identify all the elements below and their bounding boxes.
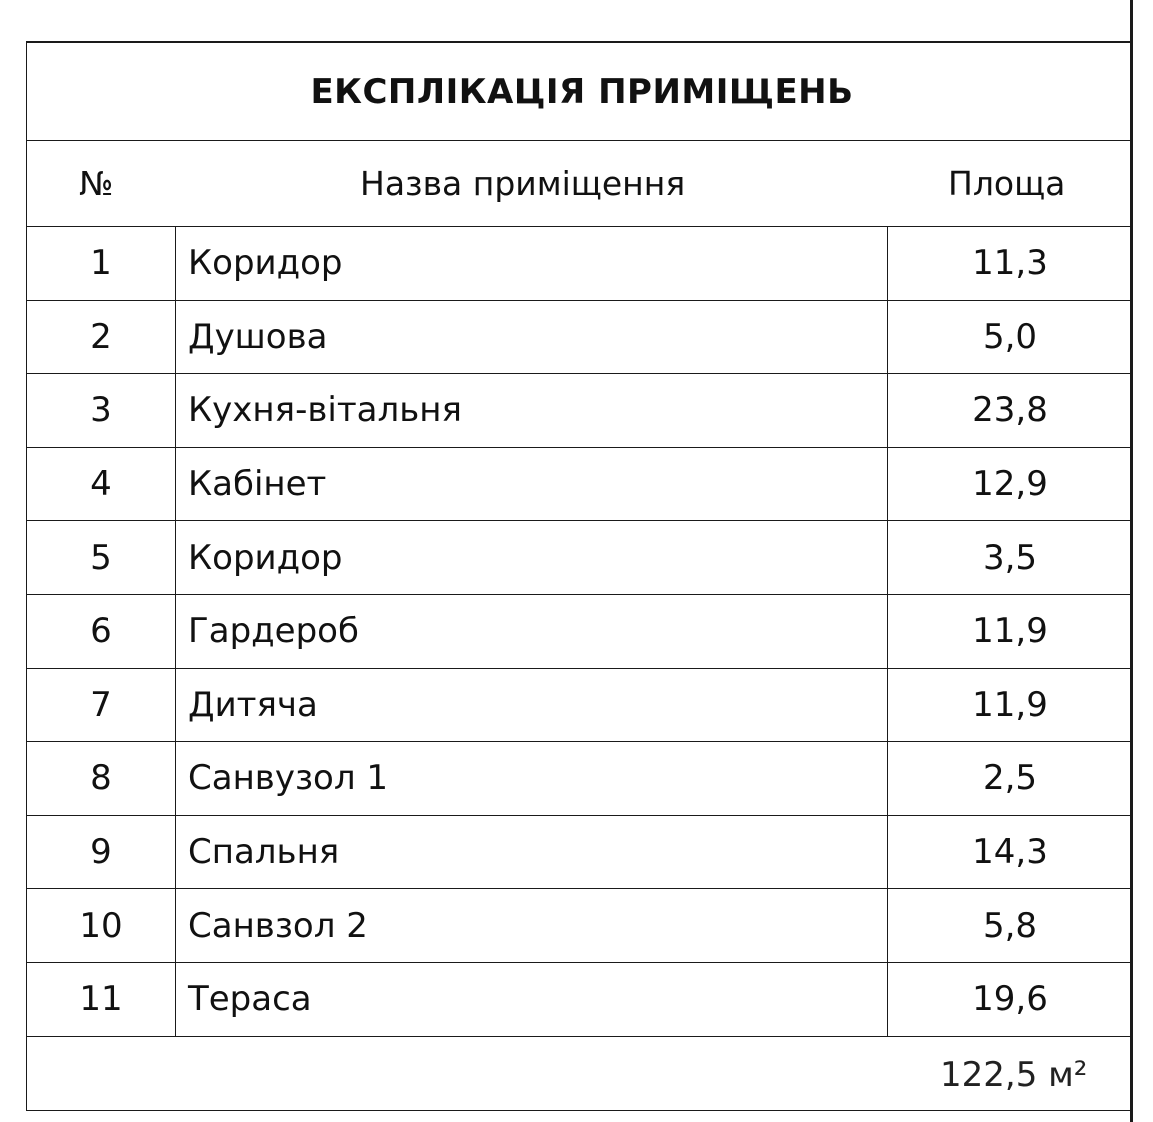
room-name: Гардероб — [175, 595, 888, 668]
room-name: Коридор — [175, 227, 888, 300]
table-row — [27, 816, 1132, 890]
table-row — [27, 301, 1132, 375]
table-row — [27, 742, 1132, 816]
table-row — [27, 227, 1132, 301]
table-body — [27, 227, 1132, 1037]
room-area: 14,3 — [972, 832, 1048, 873]
room-area: 11,9 — [972, 611, 1048, 652]
table-row — [27, 448, 1132, 522]
room-area: 5,0 — [982, 316, 1038, 357]
total-area: 122,5 м² — [940, 1055, 1088, 1095]
table-row — [27, 374, 1132, 448]
table-row — [27, 595, 1132, 669]
room-number: 3 — [90, 390, 112, 431]
room-area: 11,9 — [972, 684, 1048, 725]
room-name: Тераса — [175, 963, 888, 1036]
column-header-number: № — [79, 164, 114, 203]
table-row — [27, 963, 1132, 1037]
table-total-row — [27, 1039, 1132, 1111]
room-number: 6 — [90, 611, 112, 652]
room-name: Санвзол 2 — [175, 889, 888, 962]
room-area: 23,8 — [972, 390, 1048, 431]
table-row — [27, 669, 1132, 743]
room-number: 7 — [90, 684, 112, 725]
room-number: 8 — [90, 758, 112, 799]
table-row — [27, 521, 1132, 595]
room-area: 19,6 — [972, 979, 1048, 1020]
room-number: 11 — [79, 979, 123, 1020]
room-number: 2 — [90, 316, 112, 357]
table-header-row — [27, 141, 1132, 227]
room-name: Санвузол 1 — [175, 742, 888, 815]
room-schedule-table — [26, 41, 1132, 1111]
table-title-row — [27, 43, 1132, 141]
table-row — [27, 889, 1132, 963]
room-name: Кабінет — [175, 448, 888, 521]
room-name: Дитяча — [175, 669, 888, 742]
room-name: Коридор — [175, 521, 888, 594]
table-title: ЕКСПЛІКАЦІЯ ПРИМІЩЕНЬ — [310, 71, 854, 112]
room-number: 9 — [90, 832, 112, 873]
room-area: 2,5 — [982, 758, 1038, 799]
column-header-name: Назва приміщення — [360, 164, 686, 203]
room-number: 1 — [90, 243, 112, 284]
room-number: 5 — [90, 537, 112, 578]
room-name: Душова — [175, 301, 888, 374]
room-number: 4 — [90, 464, 112, 505]
room-area: 5,8 — [982, 905, 1038, 946]
column-header-area: Площа — [948, 164, 1066, 203]
room-area: 12,9 — [972, 464, 1048, 505]
room-name: Кухня-вітальня — [175, 374, 888, 447]
room-number: 10 — [79, 905, 123, 946]
room-area: 3,5 — [982, 537, 1038, 578]
room-name: Спальня — [175, 816, 888, 889]
room-area: 11,3 — [972, 243, 1048, 284]
